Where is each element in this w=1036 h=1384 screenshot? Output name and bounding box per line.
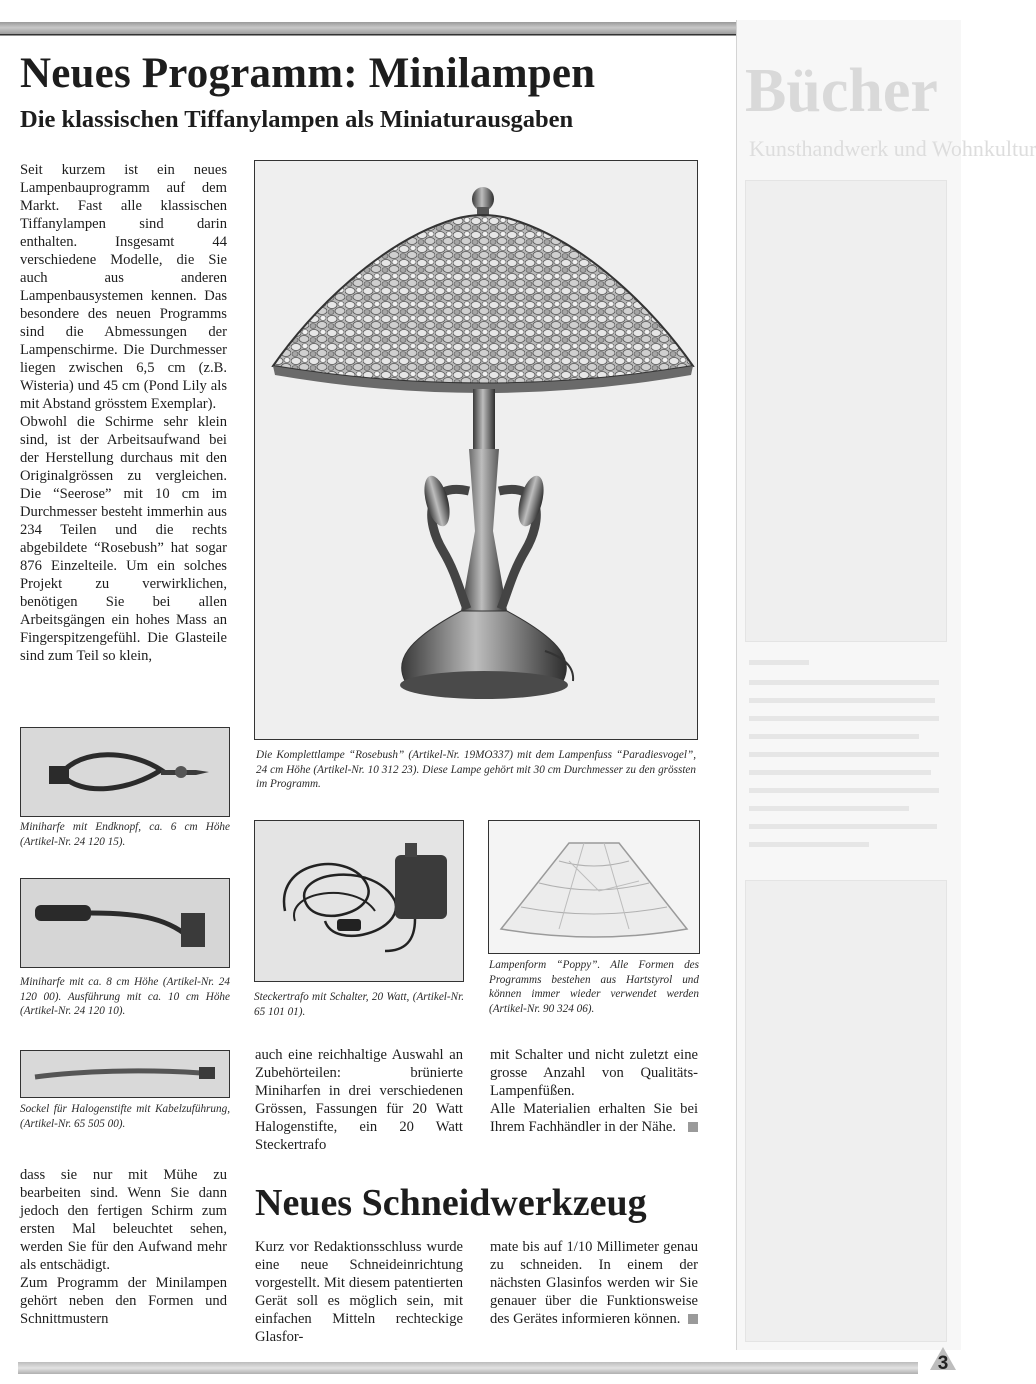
adjacent-text-line [749,842,869,847]
lampenform-poppy-photo [488,820,700,954]
top-rule-line [0,34,736,35]
adjacent-page-image [745,880,947,1342]
adjacent-text-line [749,698,935,703]
section-title-schneidwerkzeug: Neues Schneidwerkzeug [255,1182,647,1224]
paragraph: mit Schalter und nicht zuletzt eine grosse Anzahl von Qualitäts-Lampenfüßen. [490,1047,698,1099]
end-of-article-mark [688,1122,698,1132]
caption-rosebush: Die Komplettlampe “Rosebush” (Artikel-Nr. 19MO337) mit dem Lampenfuss “Paradiesvogel”, 24 cm Höhe (Artikel-Nr. 10 312 23). Diese Lampe gehört mit 30 cm Durchmesser zu den grössten im Programm. [256,749,696,790]
steckertrafo-photo [254,820,464,982]
adjacent-text-line [749,734,919,739]
miniharfe-photo [20,878,230,968]
end-of-article-mark [688,1314,698,1324]
adjacent-text-line [749,824,937,829]
paragraph: Zum Programm der Minilampen gehört neben den Formen und Schnittmustern [20,1275,227,1327]
adjacent-page-subtitle: Kunsthandwerk und Wohnkultur [749,136,1036,161]
caption-lampenform-poppy: Lampenform “Poppy”. Alle Formen des Programms bestehen aus Hartstyrol und können immer wieder verwendet werden (Artikel-Nr. 90 324 06). [489,959,699,1015]
schneidwerkzeug-text-column-2 [490,1238,698,1348]
article-text-column-3 [490,1046,698,1156]
article-text-column-1 [20,161,227,705]
paragraph: Seit kurzem ist ein neues Lampenbauprogramm auf dem Markt. Fast alle klassischen Tiffanylampen sind darin enthalten. Insgesamt 44 verschiedene Modelle, die Sie auch aus anderen Lampenbausystemen kennen. Das besondere des neuen Programms sind die Abmessungen der Lampenschirme. Die Durchmesser liegen zwischen 6,5 cm (z.B. Wisteria) und 45 cm (Pond Lily als mit Abstand grösstem Exemplar). [20,162,227,412]
miniharfe-endknopf-photo [20,727,230,817]
bottom-rule-bar [18,1362,918,1374]
caption-halogen-sockel: Sockel für Halogenstifte mit Kabelzuführung, (Artikel-Nr. 65 505 00). [20,1103,230,1130]
adjacent-text-line [749,680,939,685]
halogen-sockel-photo [20,1050,230,1098]
caption-steckertrafo: Steckertrafo mit Schalter, 20 Watt, (Artikel-Nr. 65 101 01). [254,991,464,1018]
adjacent-page-image [745,180,947,642]
page-number-badge [928,1344,958,1374]
page-number: 3 [937,1353,949,1374]
adjacent-text-line [749,788,939,793]
paragraph-text: mate bis auf 1/10 Millimeter genau zu schneiden. In einem der nächsten Glasinfos werden wir Sie genauer über die Funktionsweise des Gerätes informieren können. [490,1239,698,1327]
adjacent-text-line [749,806,909,811]
adjacent-text-line [749,716,939,721]
caption-miniharfe-1: Miniharfe mit Endknopf, ca. 6 cm Höhe (Artikel-Nr. 24 120 15). [20,821,230,848]
page-subtitle: Die klassischen Tiffanylampen als Miniaturausgaben [20,106,574,133]
adjacent-page-title: Bücher [745,57,938,125]
rosebush-lamp-photo [254,160,698,740]
adjacent-text-line [749,660,809,665]
adjacent-text-line [749,752,939,757]
page-title: Neues Programm: Minilampen [20,50,596,97]
paragraph: Obwohl die Schirme sehr klein sind, ist der Arbeitsaufwand bei der Herstellung durchaus mit den Originalgrössen zu vergleichen. Die “Seerose” mit 10 cm im Durchmesser besteht immerhin aus 234 Teilen und die rechts abgebildete “Rosebush” hat sogar 876 Einzelteile. Um ein solches Projekt zu verwirklichen, benötigen Sie bei allen Arbeitsgängen ein hohes Mass an Fingerspitzengefühl. Die Glasteile sind zum Teil so klein, [20,414,227,664]
caption-miniharfe-2: Miniharfe mit ca. 8 cm Höhe (Artikel-Nr. 24 120 00). Ausführung mit ca. 10 cm Höhe (Artikel-Nr. 24 120 10). [20,976,230,1017]
article-text-column-1-continued [20,1166,227,1346]
paragraph-text: Alle Materialien erhalten Sie bei Ihrem Fachhändler in der Nähe. [490,1101,698,1135]
adjacent-page-bleed [736,20,1036,1350]
article-text-column-2: auch eine reichhaltige Auswahl an Zubehörteilen: brünierte Miniharfen in drei verschiedenen Grössen, Fassungen für 20 Watt Halogenstifte, ein 20 Watt Steckertrafo [255,1047,463,1153]
schneidwerkzeug-text-column-1: Kurz vor Redaktionsschluss wurde eine neue Schneideinrichtung vorgestellt. Mit diesem patentierten Gerät soll es möglich sein, mit einfachen Mitteln rechteckige Glasfor- [255,1239,463,1345]
adjacent-text-line [749,770,931,775]
paragraph [490,1100,698,1136]
paragraph: dass sie nur mit Mühe zu bearbeiten sind. Wenn Sie dann jedoch den fertigen Schirm zum ersten Mal beleuchtet sehen, werden Sie für den Aufwand mehr als entschädigt. [20,1167,227,1273]
